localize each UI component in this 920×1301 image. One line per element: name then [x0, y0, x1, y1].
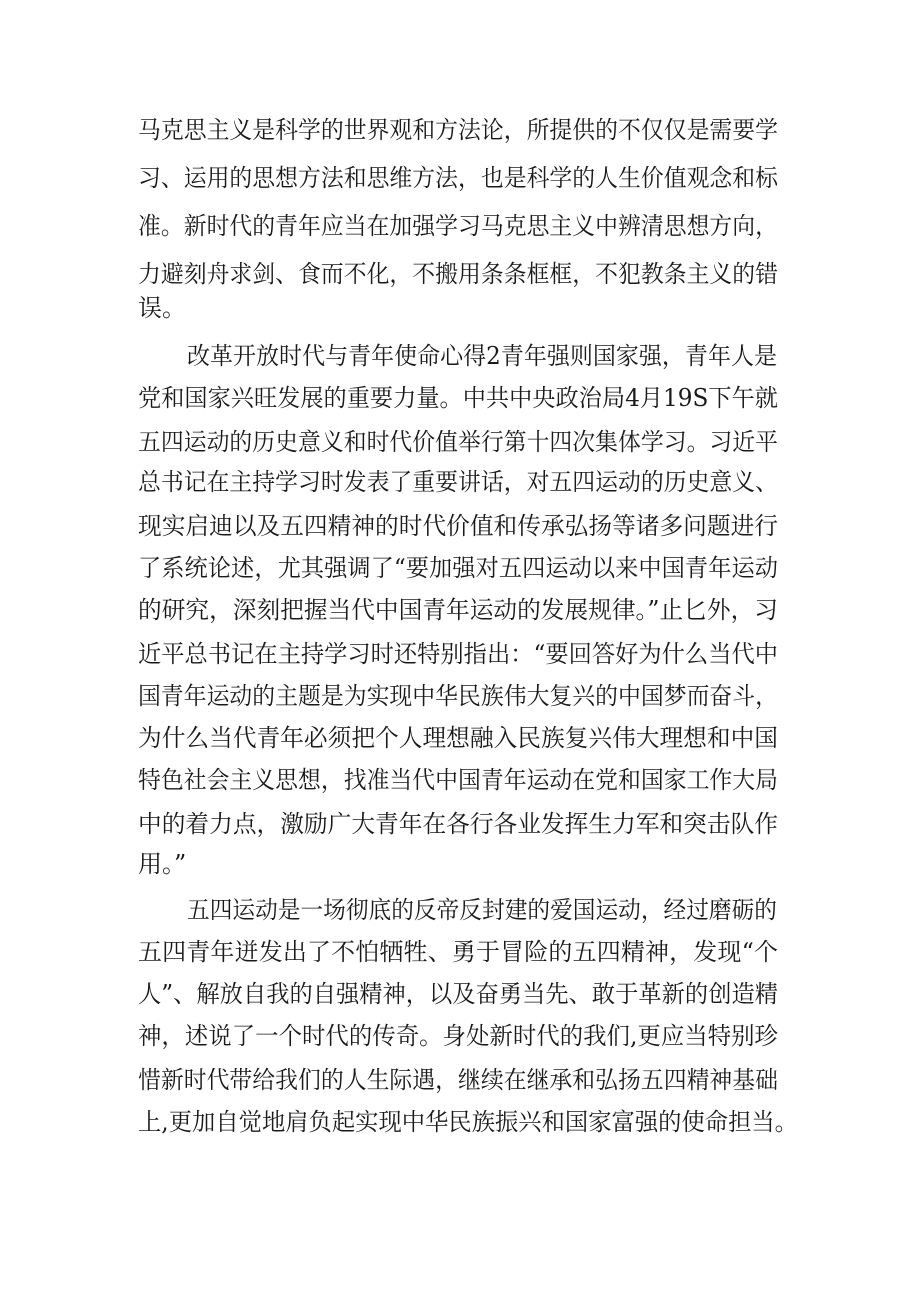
text-line: 的研究，深刻把握当代中国青年运动的发展规律。”止匕外，习	[138, 596, 778, 624]
text-line: 党和国家兴旺发展的重要力量。中共中央政治局4月19S下午就	[138, 384, 778, 412]
text-line: 特色社会主义思想，找准当代中国青年运动在党和国家工作大局	[138, 766, 778, 794]
text-line: 误。	[138, 294, 186, 322]
text-line: 为什么当代青年必须把个人理想融入民族复兴伟大理想和中国	[138, 724, 778, 752]
text-line: 中的着力点，激励广大青年在各行各业发挥生力军和突击队作	[138, 810, 778, 838]
paragraph-first-line: 五四运动是一场彻底的反帝反封建的爱国运动，经过磨砺的	[187, 896, 777, 924]
text-line: 惜新时代带给我们的人生际遇，继续在继承和弘扬五四精神基础	[138, 1066, 778, 1094]
text-line: 现实启迪以及五四精神的时代价值和传承弘扬等诸多问题进行	[138, 512, 778, 540]
text-line: 五四运动的历史意义和时代价值举行第十四次集体学习。习近平	[138, 428, 778, 456]
text-line: 用。”	[138, 850, 187, 878]
text-line: 上,更加自觉地肩负起实现中华民族振兴和国家富强的使命担当。	[138, 1108, 798, 1136]
text-line: 总书记在主持学习时发表了重要讲话，对五四运动的历史意义、	[138, 468, 778, 496]
text-line: 了系统论述，尤其强调了“要加强对五四运动以来中国青年运动	[138, 554, 778, 582]
paragraph-first-line: 改革开放时代与青年使命心得2青年强则国家强，青年人是	[187, 342, 777, 370]
text-line: 马克思主义是科学的世界观和方法论，所提供的不仅仅是需要学	[138, 116, 778, 144]
text-line: 神，述说了一个时代的传奇。身处新时代的我们,更应当特别珍	[138, 1022, 778, 1050]
text-line: 习、运用的思想方法和思维方法，也是科学的人生价值观念和标	[138, 164, 778, 192]
text-line: 国青年运动的主题是为实现中华民族伟大复兴的中国梦而奋斗，	[138, 682, 778, 710]
text-line: 近平总书记在主持学习时还特别指出：“要回答好为什么当代中	[138, 640, 778, 668]
text-line: 五四青年迸发出了不怕牺牲、勇于冒险的五四精神，发现“个	[138, 938, 779, 966]
text-line: 人”、解放自我的自强精神，以及奋勇当先、敢于革新的创造精	[138, 980, 778, 1008]
text-line: 力避刻舟求剑、食而不化，不搬用条条框框，不犯教条主义的错	[138, 260, 778, 288]
text-line: 准。新时代的青年应当在加强学习马克思主义中辨清思想方向，	[138, 212, 778, 240]
